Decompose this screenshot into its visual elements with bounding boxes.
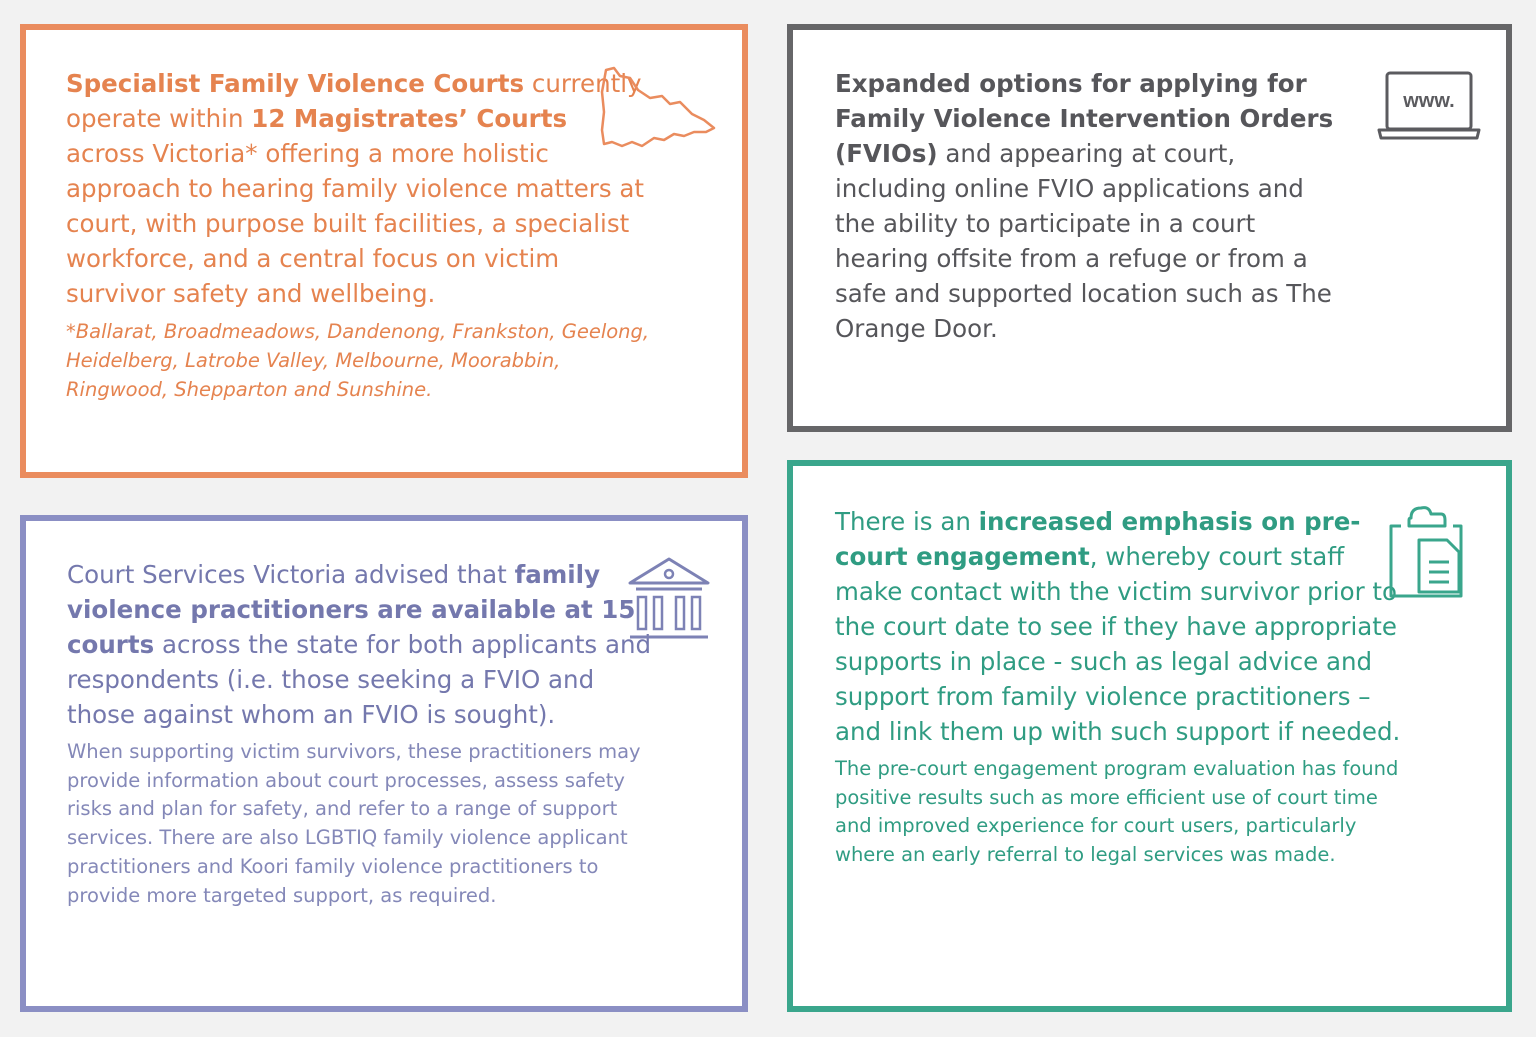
body-text: and appearing at court, including online FVIO applications and the ability to participate in a court hearing offsite from a refuge or from a safe and supported location such as The Orange Door. — [835, 139, 1332, 343]
highlight-text: Specialist Family Violence Courts — [66, 69, 525, 98]
card-main-text — [835, 66, 1335, 346]
laptop-www-icon — [1377, 70, 1481, 144]
precourt-detail: The pre-court engagement program evaluation has found positive results such as more efficient use of court time and improved experience for court users, particularly where an early referral to legal services was made. — [835, 757, 1399, 867]
card-main-text — [66, 66, 651, 311]
courts-footnote: *Ballarat, Broadmeadows, Dandenong, Frankston, Geelong, Heidelberg, Latrobe Valley, Melbourne, Moorabbin, Ringwood, Shepparton and Sunshine. — [66, 320, 650, 401]
clipboard-icon — [1387, 504, 1465, 600]
body-text: currently operate within — [66, 69, 642, 133]
card-practitioners — [20, 515, 748, 1012]
card-text — [835, 66, 1335, 346]
www-text: www. — [1403, 90, 1455, 112]
body-text: across the state for both applicants and respondents (i.e. those seeking a FVIO and those against whom an FVIO is sought). — [67, 630, 652, 729]
card-text — [66, 66, 651, 404]
highlight-text: increased emphasis on pre-court engagement — [835, 507, 1361, 571]
card-text — [67, 557, 657, 910]
card-main-text — [67, 557, 657, 732]
body-text: across Victoria* offering a more holistic approach to hearing family violence matters at court, with purpose built facilities, a specialist workforce, and a central focus on victim survivor safety and wellbeing. — [66, 139, 645, 308]
practitioners-detail: When supporting victim survivors, these practitioners may provide information about court processes, assess safety risks and plan for safety, and refer to a range of support services. There are also LGBTIQ family violence applicant practitioners and Koori family violence practitioners to provide more targeted support, as required. — [67, 740, 641, 907]
card-main-text — [835, 504, 1415, 749]
card-text — [835, 504, 1415, 870]
card-online-applications — [787, 24, 1512, 432]
highlight-text: 12 Magistrates’ Courts — [251, 104, 568, 133]
card-specialist-courts — [20, 24, 748, 478]
highlight-text: Expanded options for applying for Family Violence Intervention Orders (FVIOs) — [835, 69, 1334, 168]
body-text: Court Services Victoria advised that — [67, 560, 515, 589]
courthouse-icon — [626, 555, 712, 643]
body-text: , whereby court staff make contact with the victim survivor prior to the court date to see if they have appropriate supports in place - such as legal advice and support from family violence practitioners – and link them up with such support if needed. — [835, 542, 1401, 746]
victoria-map-icon — [598, 66, 720, 150]
card-pre-court-engagement — [787, 460, 1512, 1012]
highlight-text: family violence practitioners are available at 15 courts — [67, 560, 636, 659]
body-text: There is an — [835, 507, 979, 536]
